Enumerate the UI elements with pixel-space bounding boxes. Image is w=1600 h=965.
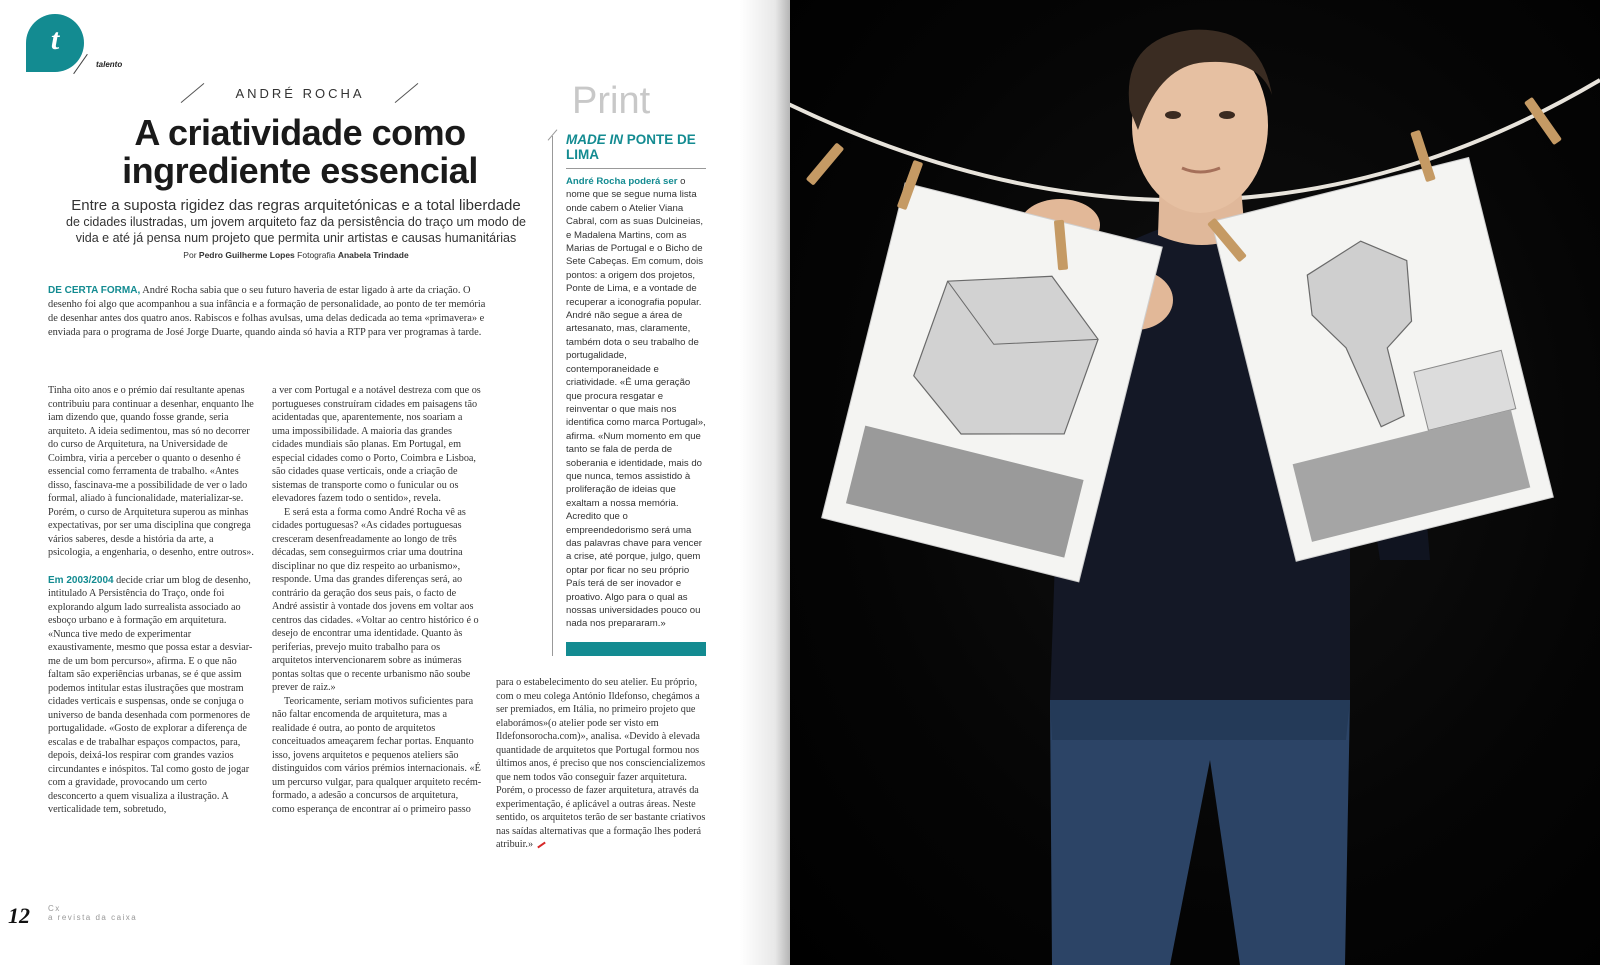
section-label: talento (96, 60, 123, 69)
article-column-3 (496, 676, 706, 852)
col1-paragraph-2-text: decide criar um blog de desenho, intitulado A Persistência do Traço, onde foi explorando algum lado surrealista associado ao esboço urbano e à formação em arquitetura. «Nunca tive medo de experimentar exaustivamente, mesmo que possa estar a desviar-me de um bom percurso», afirma. E o que não faltam são experiências urbanas, se é que assim podemos intitular estas ilustrações que mostram cidades verticais e suspensas, onde se conjuga o universo de banda desenhada com pormenores de portugalidade. «Gosto de explorar a diferença de escalas e de trabalhar espaços compactos, para, depois, deixá-los respirar com grandes vazios circundantes e inóspitos. Tal como gosto de jogar com a gravidade, provocando um certo desconcerto a quem visualiza a ilustração. A verticalidade tem, sobretudo, (48, 574, 253, 815)
left-page (0, 0, 790, 965)
lede-lead-in: DE CERTA FORMA, (48, 285, 141, 296)
deck (66, 197, 526, 246)
sidebar-body (566, 175, 708, 631)
lede-text: André Rocha sabia que o seu futuro haveria de estar ligado à arte da criação. O desenho foi algo que acompanhou a sua infância e a formação de personalidade, ao ponto de ter memória de desenhar antes dos quatro anos. Rabiscos e folhas avulsas, uma delas dedicada ao tema «primavera» e enviada para o programa de José Jorge Duarte, quando ainda só havia a RTP para ver programas à tarde. (48, 285, 486, 338)
deck-line-2: de cidades ilustradas, um jovem arquiteto faz da persistência do traço um modo de vida e até já pensa num projeto que permita unir artistas e causas humanitárias (66, 215, 526, 245)
deck-line-1: Entre a suposta rigidez das regras arquitetónicas e a total liberdade (71, 197, 521, 214)
col2-paragraph-3: Teoricamente, seriam motivos suficientes para não faltar encomenda de arquitetura, mas a realidade é outra, ao ponto de arquitetos conceituados ameaçarem fechar portas. Enquanto isso, jovens arquitetos e pequenos ateliers são distinguidos com vários prémios internacionais. «É um percurso vulgar, para qualquer arquiteto recém-formado, a adesão a concursos de arquitetura, como esperança de encontrar aí o primeiro passo (272, 695, 482, 815)
col2-paragraph-2: E será esta a forma como André Rocha vê as cidades portuguesas? «As cidades portuguesas cresceram desenfreadamente ao longo de três décadas, sem conseguirmos criar uma doutrina disciplinar no que diz respeito ao urbanismo», responde. Uma das grandes diferenças será, ao contrário da geração dos seus pais, o facto de André assistir à vontade dos jovens em voltar aos centros das cidades. «Voltar ao centro histórico é o desejo de encontrar uma identidade. Quanto às periferias, prevejo muito trabalho para os arquitetos intervencionarem sobre as inúmeras pontas soltas que o recente urbanismo não soube prever de raiz.» (272, 506, 479, 693)
byline-mid: Fotografia (297, 250, 336, 260)
sidebar-title (566, 132, 716, 162)
magazine-name-line-2: a revista da caixa (48, 913, 138, 922)
sidebar-title-rest: PONTE DE LIMA (566, 132, 696, 162)
article-column-1 (48, 384, 256, 817)
portrait-photo (790, 0, 1600, 965)
page-fold-shadow (740, 0, 790, 965)
sidebar-lead-in: André Rocha poderá ser (566, 176, 678, 187)
sidebar-accent-bar (566, 642, 706, 656)
col2-paragraph-1: a ver com Portugal e a notável destreza com que os portugueses construíram cidades em paisagens tão acidentadas que, aparentemente, nos soariam a uma impossibilidade. A maioria das grandes cidades mundiais são planas. Em Portugal, em especial cidades como o Porto, Coimbra e Lisboa, são cidades quase verticais, onde a criação de sistemas de transporte como o funicular ou os elevadores fazem todo o sentido», revela. (272, 385, 481, 504)
magazine-name-line-1: Cx (48, 904, 61, 913)
lede-paragraph (48, 284, 488, 340)
kicker-row (170, 78, 430, 106)
col1-lead-in: Em 2003/2004 (48, 574, 114, 586)
article-column-2 (272, 384, 482, 816)
clothespin-1 (806, 142, 845, 185)
left-eye (1165, 111, 1181, 119)
sidebar-divider (566, 168, 706, 169)
headline: A criatividade como ingrediente essencial (122, 112, 478, 191)
col3-paragraph-1 (496, 676, 706, 852)
end-mark-icon (537, 841, 546, 848)
kicker: ANDRÉ ROCHA (235, 86, 365, 101)
sidebar-box (552, 80, 710, 660)
sidebar-title-italic: MADE IN (566, 132, 623, 147)
sidebar-text: o nome que se segue numa lista onde cabem o Atelier Viana Cabral, com as suas Dulcineias, e Madalena Martins, com as Marias de Portugal e o Bicho de Sete Cabeças. Em comum, dois pontos: a origem dos projetos, Ponte de Lima, e a vontade de recuperar a iconografia popular. André não segue a área de artesanato, mas, claramente, também dota o seu trabalho de portugalidade, contemporaneidade e criatividade. «É uma geração que procura resgatar e reinventar o que mais nos identifica como marca Portugal», afirma. «Num momento em que tanto se fala de perda de soberania e identidade, mais do que nunca, temos assistido à proliferação de ideias que exaltam a nossa memória. Acredito que o empreendedorismo será uma das palavras chave para vencer a crise, até porque, julgo, quem optar por ficar no seu próprio País terá de ser inovador e proativo. Algo para o qual as nossas universidades pouco ou nada nos prepararam.» (566, 176, 706, 630)
byline (66, 250, 526, 260)
col3-paragraph-1-text: para o estabelecimento do seu atelier. Eu próprio, com o meu colega António Ildefonso, chegámos a ser premiados, em Itália, no primeiro projeto que elaborámos»(o atelier pode ser visto em Ildefonsorocha.com)», analisa. «Devido à elevada quantidade de arquitetos que Portugal formou nos últimos anos, é preciso que nos consciencializemos que nem todos vão conseguir fazer arquitetura. Porém, o processo de fazer arquitetura, através da experimentação, é aplicável a outras áreas. Neste sentido, os arquitetos terão de ser bastante criativos nas saídas alternativas que a formação lhes poderá atribuir.» (496, 677, 706, 850)
magazine-name (48, 904, 137, 922)
jeans-waist (1050, 700, 1350, 740)
page-number: 12 (8, 903, 30, 928)
byline-prefix: Por (183, 250, 197, 260)
col1-paragraph-1: Tinha oito anos e o prémio daí resultante apenas contribuiu para continuar a desenhar, enquanto lhe iam dizendo que, quando fosse grande, seria arquiteto. A ideia sedimentou, mas só no decorrer do curso de Arquitetura, na Universidade de Coimbra, viria a perceber o quanto o desenho é essencial como ferramenta de trabalho. «Antes disso, fascinava-me a possibilidade de ver o lado formal, aliado à funcionalidade, materializar-se. Porém, o curso de Arquitetura superou as minhas expectativas, por ser uma disciplina que congrega vários saberes, desde a história da arte, a psicologia, a engenharia, o desenho, entre outros». (48, 385, 254, 558)
portrait-illustration (790, 0, 1600, 965)
sidebar-tag: Print (572, 80, 651, 122)
right-eye (1219, 111, 1235, 119)
sidebar-rule (552, 136, 553, 656)
col1-paragraph-2 (48, 574, 256, 817)
byline-author: Pedro Guilherme Lopes (198, 250, 295, 260)
section-badge: t (26, 14, 84, 72)
byline-photographer: Anabela Trindade (337, 250, 409, 260)
